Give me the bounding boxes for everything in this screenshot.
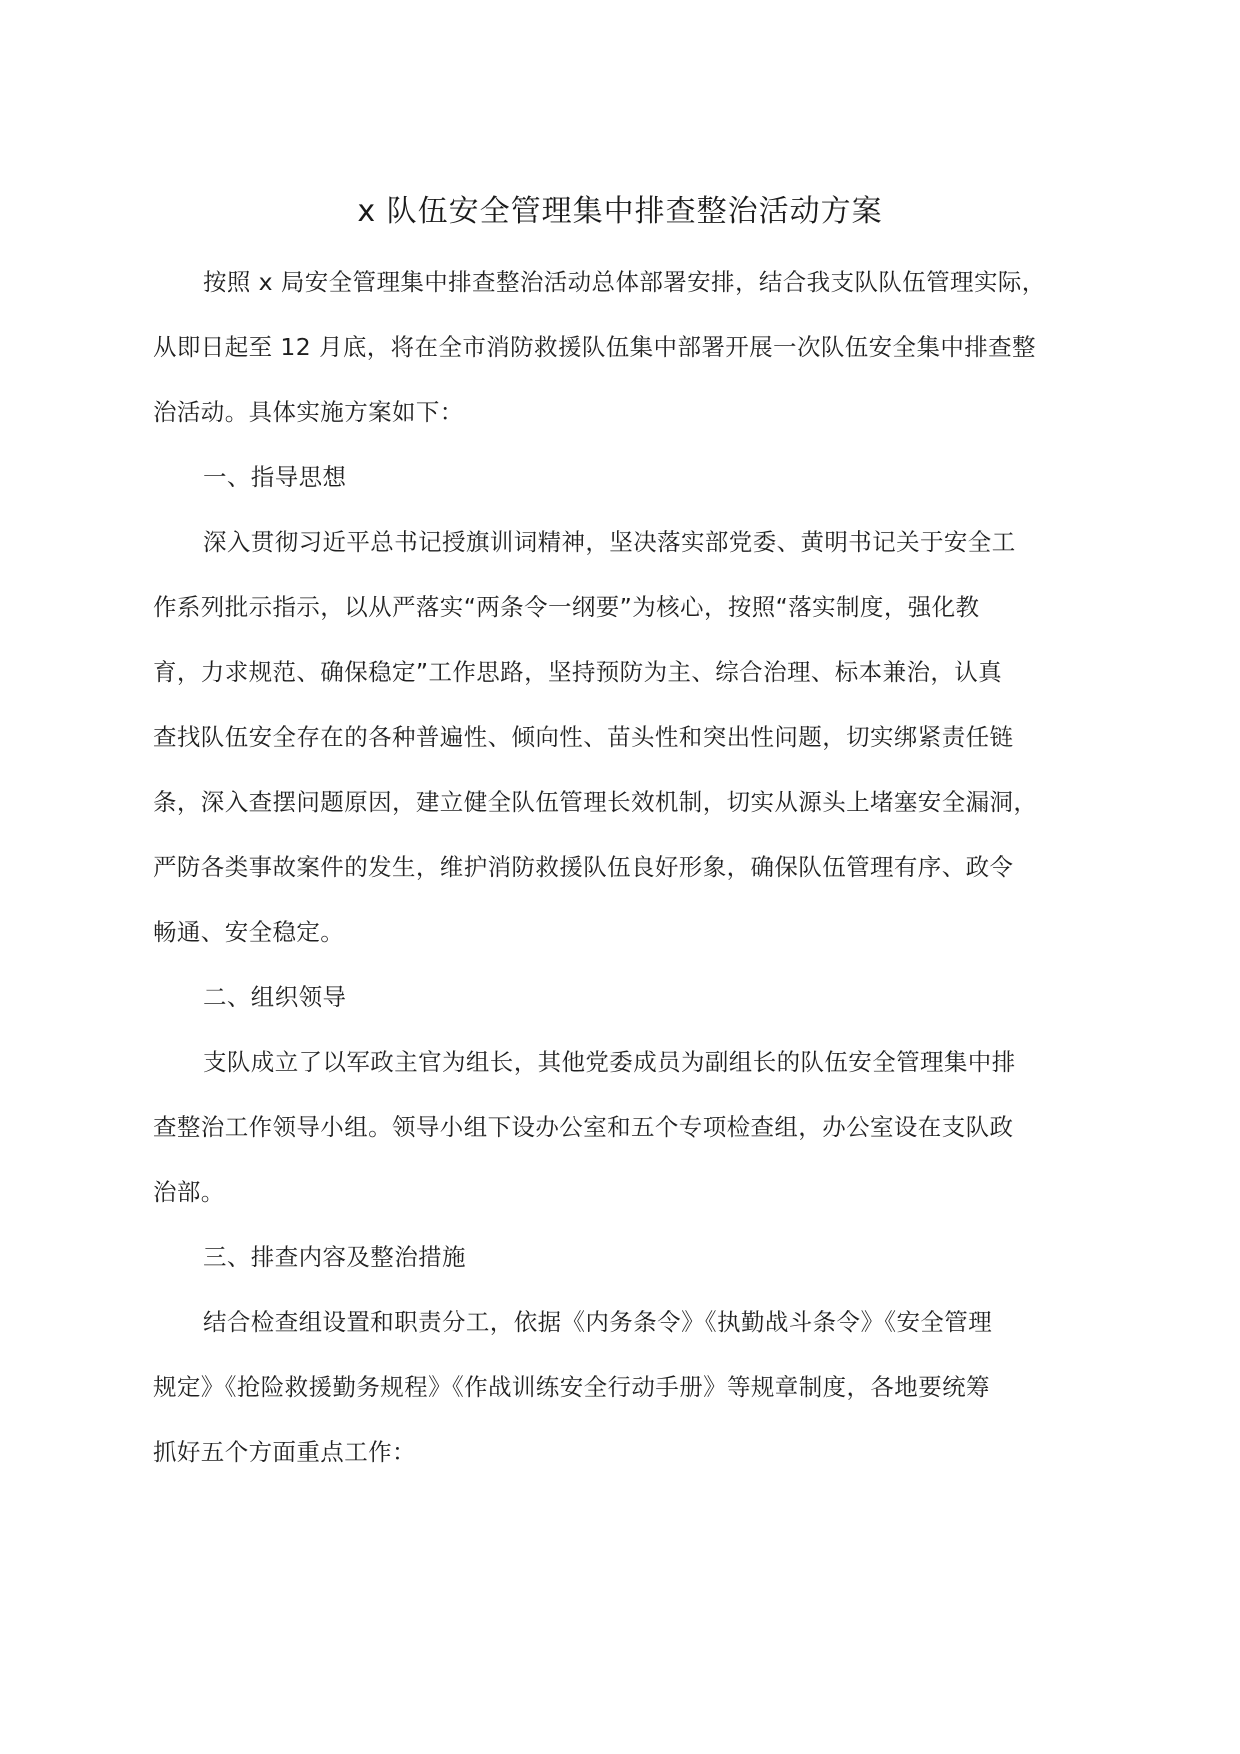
- paragraph-line: 治部。: [153, 1178, 225, 1206]
- paragraph-line: 治活动。具体实施方案如下：: [153, 398, 464, 426]
- paragraph-line: 查找队伍安全存在的各种普遍性、倾向性、苗头性和突出性问题，切实绑紧责任链: [153, 723, 1014, 751]
- paragraph-line: 育，力求规范、确保稳定”工作思路，坚持预防为主、综合治理、标本兼治，认真: [153, 658, 1003, 686]
- paragraph-line: 按照 x 局安全管理集中排查整治活动总体部署安排，结合我支队队伍管理实际，: [203, 268, 1046, 296]
- paragraph-line: 严防各类事故案件的发生，维护消防救援队伍良好形象，确保队伍管理有序、政令: [153, 853, 1014, 881]
- guiding-ideology-paragraph: [153, 510, 1087, 965]
- paragraph-line: 规定》《抢险救援勤务规程》《作战训练安全行动手册》等规章制度，各地要统筹: [153, 1373, 990, 1401]
- intro-paragraph: [153, 250, 1087, 445]
- paragraph-line: 畅通、安全稳定。: [153, 918, 345, 946]
- document-title: x 队伍安全管理集中排查整治活动方案: [357, 194, 883, 229]
- paragraph-line: 从即日起至 12 月底，将在全市消防救援队伍集中部署开展一次队伍安全集中排查整: [153, 333, 1036, 361]
- paragraph-line: 条，深入查摆问题原因，建立健全队伍管理长效机制，切实从源头上堵塞安全漏洞，: [153, 788, 1038, 816]
- paragraph-line: 查整治工作领导小组。领导小组下设办公室和五个专项检查组，办公室设在支队政: [153, 1113, 1014, 1141]
- paragraph-line: 支队成立了以军政主官为组长，其他党委成员为副组长的队伍安全管理集中排: [203, 1048, 1016, 1076]
- paragraph-line: 抓好五个方面重点工作：: [153, 1438, 416, 1466]
- paragraph-line: 结合检查组设置和职责分工，依据《内务条令》《执勤战斗条令》《安全管理: [203, 1308, 993, 1336]
- document-body: [153, 250, 1087, 1485]
- inspection-content-paragraph: [153, 1290, 1087, 1485]
- paragraph-line: 深入贯彻习近平总书记授旗训词精神，坚决落实部党委、黄明书记关于安全工: [203, 528, 1016, 556]
- section-heading-guiding-ideology: 一、指导思想: [203, 463, 347, 491]
- organization-paragraph: [153, 1030, 1087, 1225]
- section-heading-inspection-content: 三、排查内容及整治措施: [203, 1243, 466, 1271]
- paragraph-line: 作系列批示指示，以从严落实“两条令一纲要”为核心，按照“落实制度，强化教: [153, 593, 980, 621]
- section-heading-organization: 二、组织领导: [203, 983, 347, 1011]
